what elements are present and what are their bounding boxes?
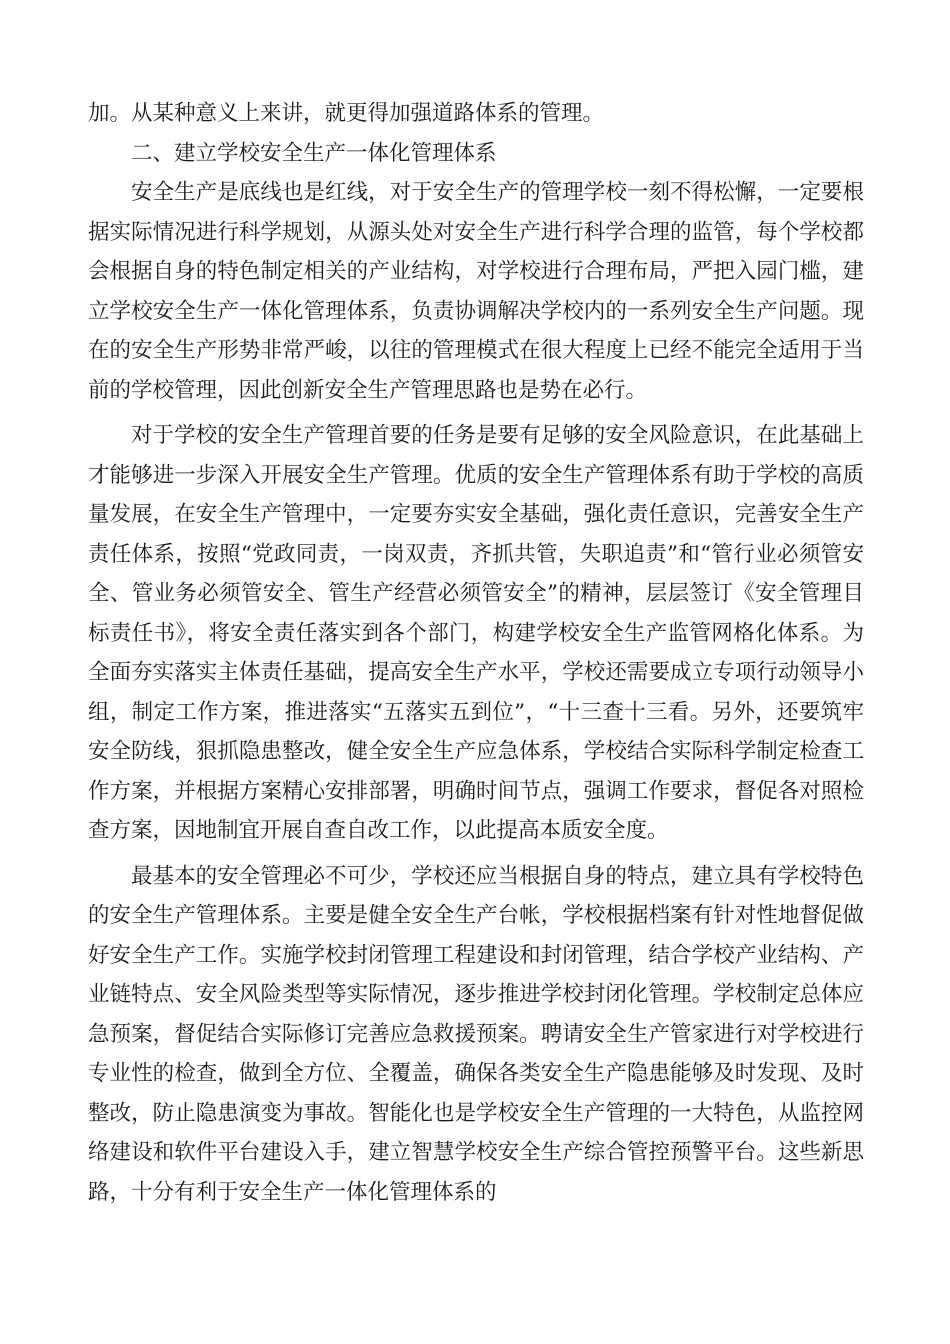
body-paragraph-3: 最基本的安全管理必不可少，学校还应当根据自身的特点，建立具有学校特色的安全生产管理体系。主要是健全安全生产台帐，学校根据档案有针对性地督促做好安全生产工作。实施学校封闭管理工程建设和封闭管理，结合学校产业结构、产业链特点、安全风险类型等实际情况，逐步推进学校封闭化管理。学校制定总体应急预案，督促结合实际修订完善应急救援预案。聘请安全生产管家进行对学校进行专业性的检查，做到全方位、全覆盖，确保各类安全生产隐患能够及时发现、及时整改，防止隐患演变为事故。智能化也是学校安全生产管理的一大特色，从监控网络建设和软件平台建设入手，建立智慧学校安全生产综合管控预警平台。这些新思路，十分有利于安全生产一体化管理体系的 [88,863,864,1205]
body-paragraph-1: 安全生产是底线也是红线，对于安全生产的管理学校一刻不得松懈，一定要根据实际情况进行科学规划，从源头处对安全生产进行科学合理的监管，每个学校都会根据自身的特色制定相关的产业结构，对学校进行合理布局，严把入园门槛，建立学校安全生产一体化管理体系，负责协调解决学校内的一系列安全生产问题。现在的安全生产形势非常严峻，以往的管理模式在很大程度上已经不能完全适用于当前的学校管理，因此创新安全生产管理思路也是势在必行。 [88,180,864,403]
document-page [88,94,864,1212]
body-paragraph-2: 对于学校的安全生产管理首要的任务是要有足够的安全风险意识，在此基础上才能够进一步深入开展安全生产管理。优质的安全生产管理体系有助于学校的高质量发展，在安全生产管理中，一定要夯实安全基础，强化责任意识，完善安全生产责任体系，按照“党政同责，一岗双责，齐抓共管，失职追责”和“管行业必须管安全、管业务必须管安全、管生产经营必须管安全”的精神，层层签订《安全管理目标责任书》，将安全责任落实到各个部门，构建学校安全生产监管网格化体系。为全面夯实落实主体责任基础，提高安全生产水平，学校还需要成立专项行动领导小组，制定工作方案，推进落实“五落实五到位”，“十三查十三看。另外，还要筑牢安全防线，狠抓隐患整改，健全安全生产应急体系，学校结合实际科学制定检查工作方案，并根据方案精心安排部署，明确时间节点，强调工作要求，督促各对照检查方案，因地制宜开展自查自改工作，以此提高本质安全度。 [88,423,864,843]
section-heading: 二、建立学校安全生产一体化管理体系 [131,140,497,166]
continuation-paragraph: 加。从某种意义上来讲，就更得加强道路体系的管理。 [88,101,605,126]
